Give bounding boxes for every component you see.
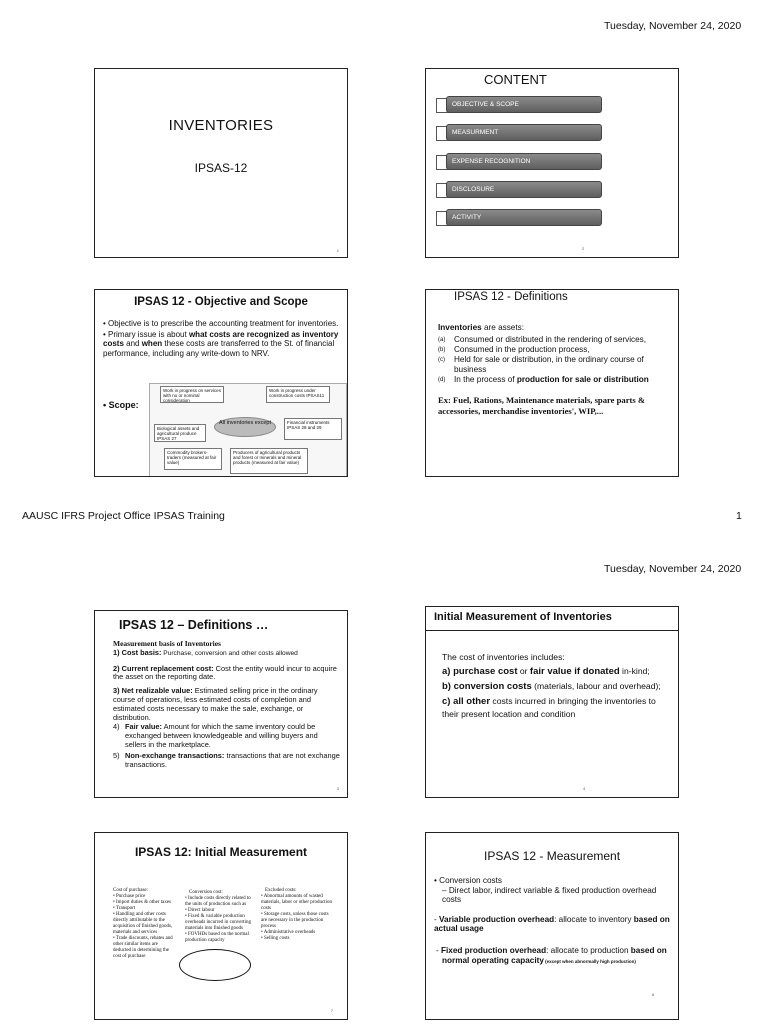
slide-content (425, 68, 679, 258)
cost-of-purchase-column: Cost of purchase: • Purchase price • Import duties & other taxes • Transport • Handling and other costs directly attributable to the acquisition of finished goods, materials and services • Trade discounts, rebates and other similar items are deducted in determining the cost of purchase (113, 888, 173, 959)
content-item-objective: OBJECTIVE & SCOPE (436, 96, 594, 114)
slide-title: IPSAS 12 - Definitions (454, 291, 568, 303)
scope-diagram: Work in progress on services with no or nominal consideration Work in progress under construction costs IPSAS11 All inventories except Biological assets and agricultural produce IPSAS 27 Financial instruments IPSAS 28 and 29 Commodity brokers-traders (measured at fair value) Producers of agricultural products and forest or minerals and mineral products (measured at fair value) (149, 383, 347, 477)
slide-objective-scope (94, 289, 348, 477)
slide-number: 7 (330, 1008, 333, 1013)
bullet-objective: • Objective is to prescribe the accounting treatment for inventories. • Primary issue is about what costs are recognized as inventory costs and when these costs are transferred to the St. of financial performance, including any write-down to NRV. (103, 319, 339, 358)
page-footer: AAUSC IFRS Project Office IPSAS Training (22, 510, 225, 522)
measurement-body: • Conversion costs – Direct labor, indirect variable & fixed production overhead costs - Variable production overhead: allocate to inventory based on actual usage - Fixed production overhead: allocate to production based on normal operating capacity (except when abnormally high production) (434, 876, 670, 965)
slide-number: 8 (651, 992, 654, 997)
slide-title: INVENTORIES (168, 117, 274, 134)
slide-definitions-2 (94, 610, 348, 798)
slide-initial-measurement-table (94, 832, 348, 1020)
content-item-activity: ACTIVITY (436, 209, 594, 227)
slide-subtitle: IPSAS-12 (194, 161, 248, 175)
slide-title: Initial Measurement of Inventories (434, 611, 612, 623)
slide-definitions (425, 289, 679, 477)
slide-title: IPSAS 12 - Objective and Scope (134, 296, 308, 308)
slide-title: IPSAS 12 – Definitions … (119, 618, 269, 632)
page-date: Tuesday, November 24, 2020 (604, 563, 742, 575)
slide-number: 2 (582, 246, 585, 251)
measurement-body: The cost of inventories includes: a) purchase cost or fair value if donated in-kind; b) conversion costs (materials, labour and overhead); c) all other costs incurred in bringing the inventories to their present location and condition (442, 652, 661, 719)
slide-title: IPSAS 12 - Measurement (484, 849, 621, 863)
slide-number: 3 (336, 786, 339, 791)
definitions-body: Measurement basis of Inventories 1) Cost basis: Purchase, conversion and other costs allowed 2) Current replacement cost: Cost the entity would incur to acquire the asset on the reporting date. 3) Net realizable value: Estimated selling price in the ordinary course of operations, less estimated costs of completion and estimated costs necessary to make the sale, exchange, or distribution. 4) Fair value: Amount for which the same inventory could be exchanged between knowledgeable and willing buyers and sellers in the marketplace. 5) Non-exchange transactions: transactions that are not exchange transactions. (113, 639, 340, 769)
definitions-body: Inventories are assets: (a) Consumed or distributed in the rendering of services, (b) Consumed in the production process, (c) Held for sale or distribution, in the ordinary course of business (d) In the process of production for sale or distribution Ex: Fuel, Rations, Maintenance materials, spare parts & accessories, merchandise inventories', WIP,... (438, 323, 649, 416)
content-item-measurment: MEASURMENT (436, 124, 594, 142)
slide-number: 4 (583, 786, 586, 791)
handdrawn-circle (179, 949, 251, 981)
slide-measurement (425, 832, 679, 1020)
scope-center-ellipse: All inventories except (214, 417, 276, 437)
page-footer-number: 1 (736, 510, 742, 522)
page-date: Tuesday, November 24, 2020 (604, 20, 742, 32)
content-item-disclosure: DISCLOSURE (436, 181, 594, 199)
slide-inventories (94, 68, 348, 258)
conversion-cost-column: Conversion cost: • Include costs directly related to the units of production such as • Direct labour • Fixed & variable production overheads incurred in converting materials into finished goods • FOVHDs based on the normal production capacity (185, 890, 251, 943)
slide-title: IPSAS 12: Initial Measurement (134, 845, 308, 859)
slide-number: 1 (336, 248, 339, 253)
content-item-expense: EXPENSE RECOGNITION (436, 153, 594, 171)
scope-label: • Scope: (103, 400, 139, 410)
slide-initial-measurement (425, 606, 679, 798)
excluded-costs-column: Excluded costs: • Abnormal amounts of wasted materials, labor or other production costs • Storage costs, unless those costs are necessary in the production process • Administrative overheads • Selling costs (261, 888, 332, 941)
slide-title: CONTENT (484, 72, 547, 87)
